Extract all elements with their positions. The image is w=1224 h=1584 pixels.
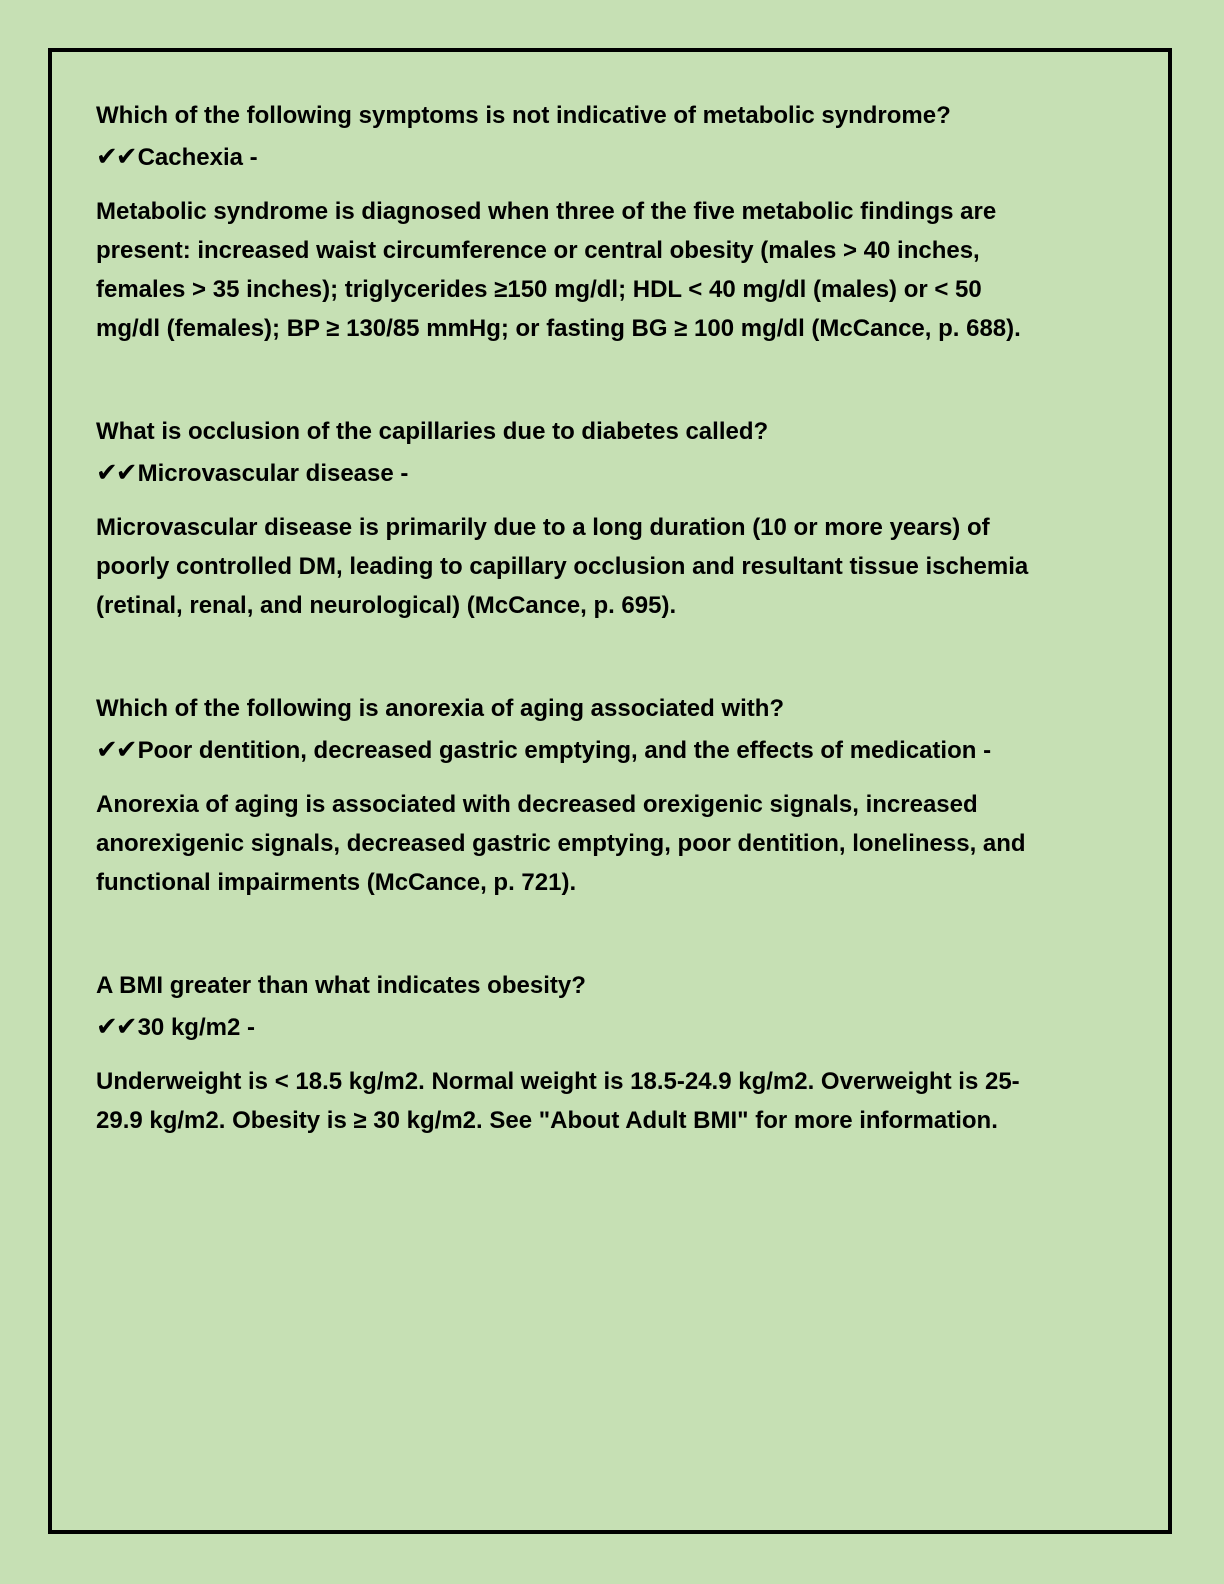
answer-line [96, 729, 1036, 771]
explanation-text: Microvascular disease is primarily due to a long duration (10 or more years) of poorly controlled DM, leading to capillary occlusion and resultant tissue ischemia (retinal, renal, and neurological) (McCance, p. 695). [96, 514, 1029, 619]
answer-text: 30 kg/m2 - [137, 1014, 255, 1041]
question-text: A BMI greater than what indicates obesity? [96, 972, 586, 999]
answer-line [96, 452, 1036, 494]
question-text: Which of the following is anorexia of aging associated with? [96, 695, 785, 722]
answer-line [96, 136, 1036, 178]
double-check-icon: ✔✔ [96, 457, 136, 487]
qa-item [96, 96, 1036, 348]
qa-item [96, 689, 1036, 902]
double-check-icon: ✔✔ [96, 1011, 136, 1041]
explanation-text: Anorexia of aging is associated with decreased orexigenic signals, increased anorexigenic signals, decreased gastric emptying, poor dentition, loneliness, and functional impairments (McCance, p. 721). [96, 791, 1026, 896]
question-text: Which of the following symptoms is not indicative of metabolic syndrome? [96, 102, 951, 129]
qa-item [96, 966, 1036, 1140]
document-body [96, 96, 1036, 1204]
answer-text: Cachexia - [137, 144, 258, 171]
answer-text: Microvascular disease - [137, 460, 409, 487]
double-check-icon: ✔✔ [96, 141, 136, 171]
answer-line [96, 1006, 1036, 1048]
double-check-icon: ✔✔ [96, 734, 136, 764]
question-text: What is occlusion of the capillaries due to diabetes called? [96, 418, 769, 445]
answer-text: Poor dentition, decreased gastric emptying, and the effects of medication - [137, 737, 992, 764]
explanation-text: Metabolic syndrome is diagnosed when three of the five metabolic findings are present: increased waist circumference or central obesity (males > 40 inches, females > 35 inches); triglycerides ≥150 mg/dl; HDL < 40 mg/dl (males) or < 50 mg/dl (females); BP ≥ 130/85 mmHg; or fasting BG ≥ 100 mg/dl (McCance, p. 688). [96, 198, 1021, 342]
explanation-text: Underweight is < 18.5 kg/m2. Normal weight is 18.5-24.9 kg/m2. Overweight is 25-29.9 kg/m2. Obesity is ≥ 30 kg/m2. See "About Adult BMI" for more information. [96, 1068, 1020, 1134]
qa-item [96, 412, 1036, 625]
